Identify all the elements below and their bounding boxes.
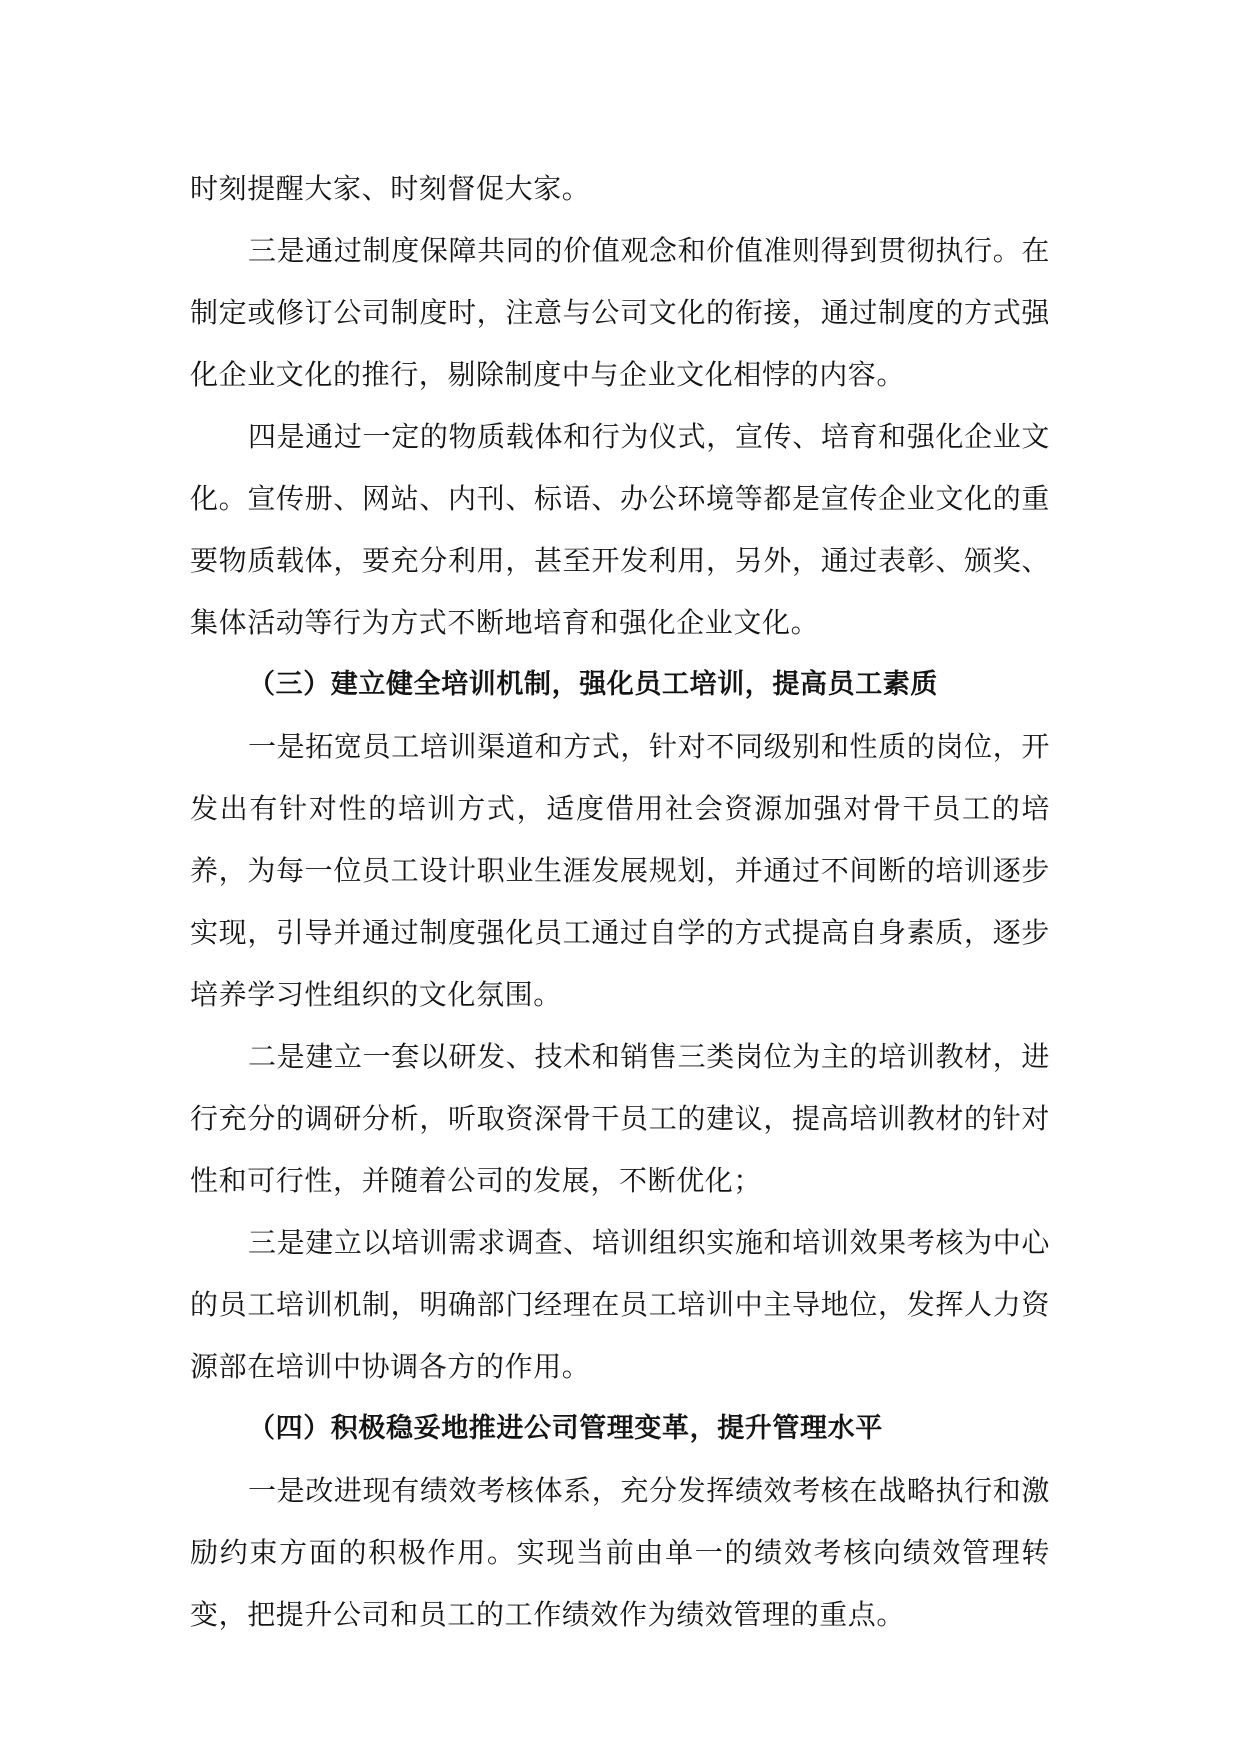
paragraph-training-materials: 二是建立一套以研发、技术和销售三类岗位为主的培训教材，进行充分的调研分析，听取资深骨干员工的建议，提高培训教材的针对性和可行性，并随着公司的发展，不断优化； (190, 1040, 1050, 1197)
document-body (190, 158, 1050, 1646)
paragraph-material-carrier: 四是通过一定的物质载体和行为仪式，宣传、培育和强化企业文化。宣传册、网站、内刊、标语、办公环境等都是宣传企业文化的重要物质载体，要充分利用，甚至开发利用，另外，通过表彰、颁奖、集体活动等行为方式不断地培育和强化企业文化。 (190, 420, 1050, 639)
paragraph-performance-appraisal: 一是改进现有绩效考核体系，充分发挥绩效考核在战略执行和激励约束方面的积极作用。实现当前由单一的绩效考核向绩效管理转变，把提升公司和员工的工作绩效作为绩效管理的重点。 (190, 1474, 1050, 1631)
paragraph-training-channels: 一是拓宽员工培训渠道和方式，针对不同级别和性质的岗位，开发出有针对性的培训方式，适度借用社会资源加强对骨干员工的培养，为每一位员工设计职业生涯发展规划，并通过不间断的培训逐步实现，引导并通过制度强化员工通过自学的方式提高自身素质，逐步培养学习性组织的文化氛围。 (190, 730, 1050, 1011)
section-heading-training: （三）建立健全培训机制，强化员工培训，提高员工素质 (248, 669, 938, 700)
paragraph-institution-guarantee: 三是通过制度保障共同的价值观念和价值准则得到贯彻执行。在制定或修订公司制度时，注意与公司文化的衔接，通过制度的方式强化企业文化的推行，剔除制度中与企业文化相悖的内容。 (190, 234, 1050, 391)
section-heading-management-reform: （四）积极稳妥地推进公司管理变革，提升管理水平 (248, 1413, 883, 1444)
paragraph-training-mechanism: 三是建立以培训需求调查、培训组织实施和培训效果考核为中心的员工培训机制，明确部门经理在员工培训中主导地位，发挥人力资源部在培训中协调各方的作用。 (190, 1226, 1050, 1383)
paragraph-continuation: 时刻提醒大家、时刻督促大家。 (190, 172, 591, 205)
